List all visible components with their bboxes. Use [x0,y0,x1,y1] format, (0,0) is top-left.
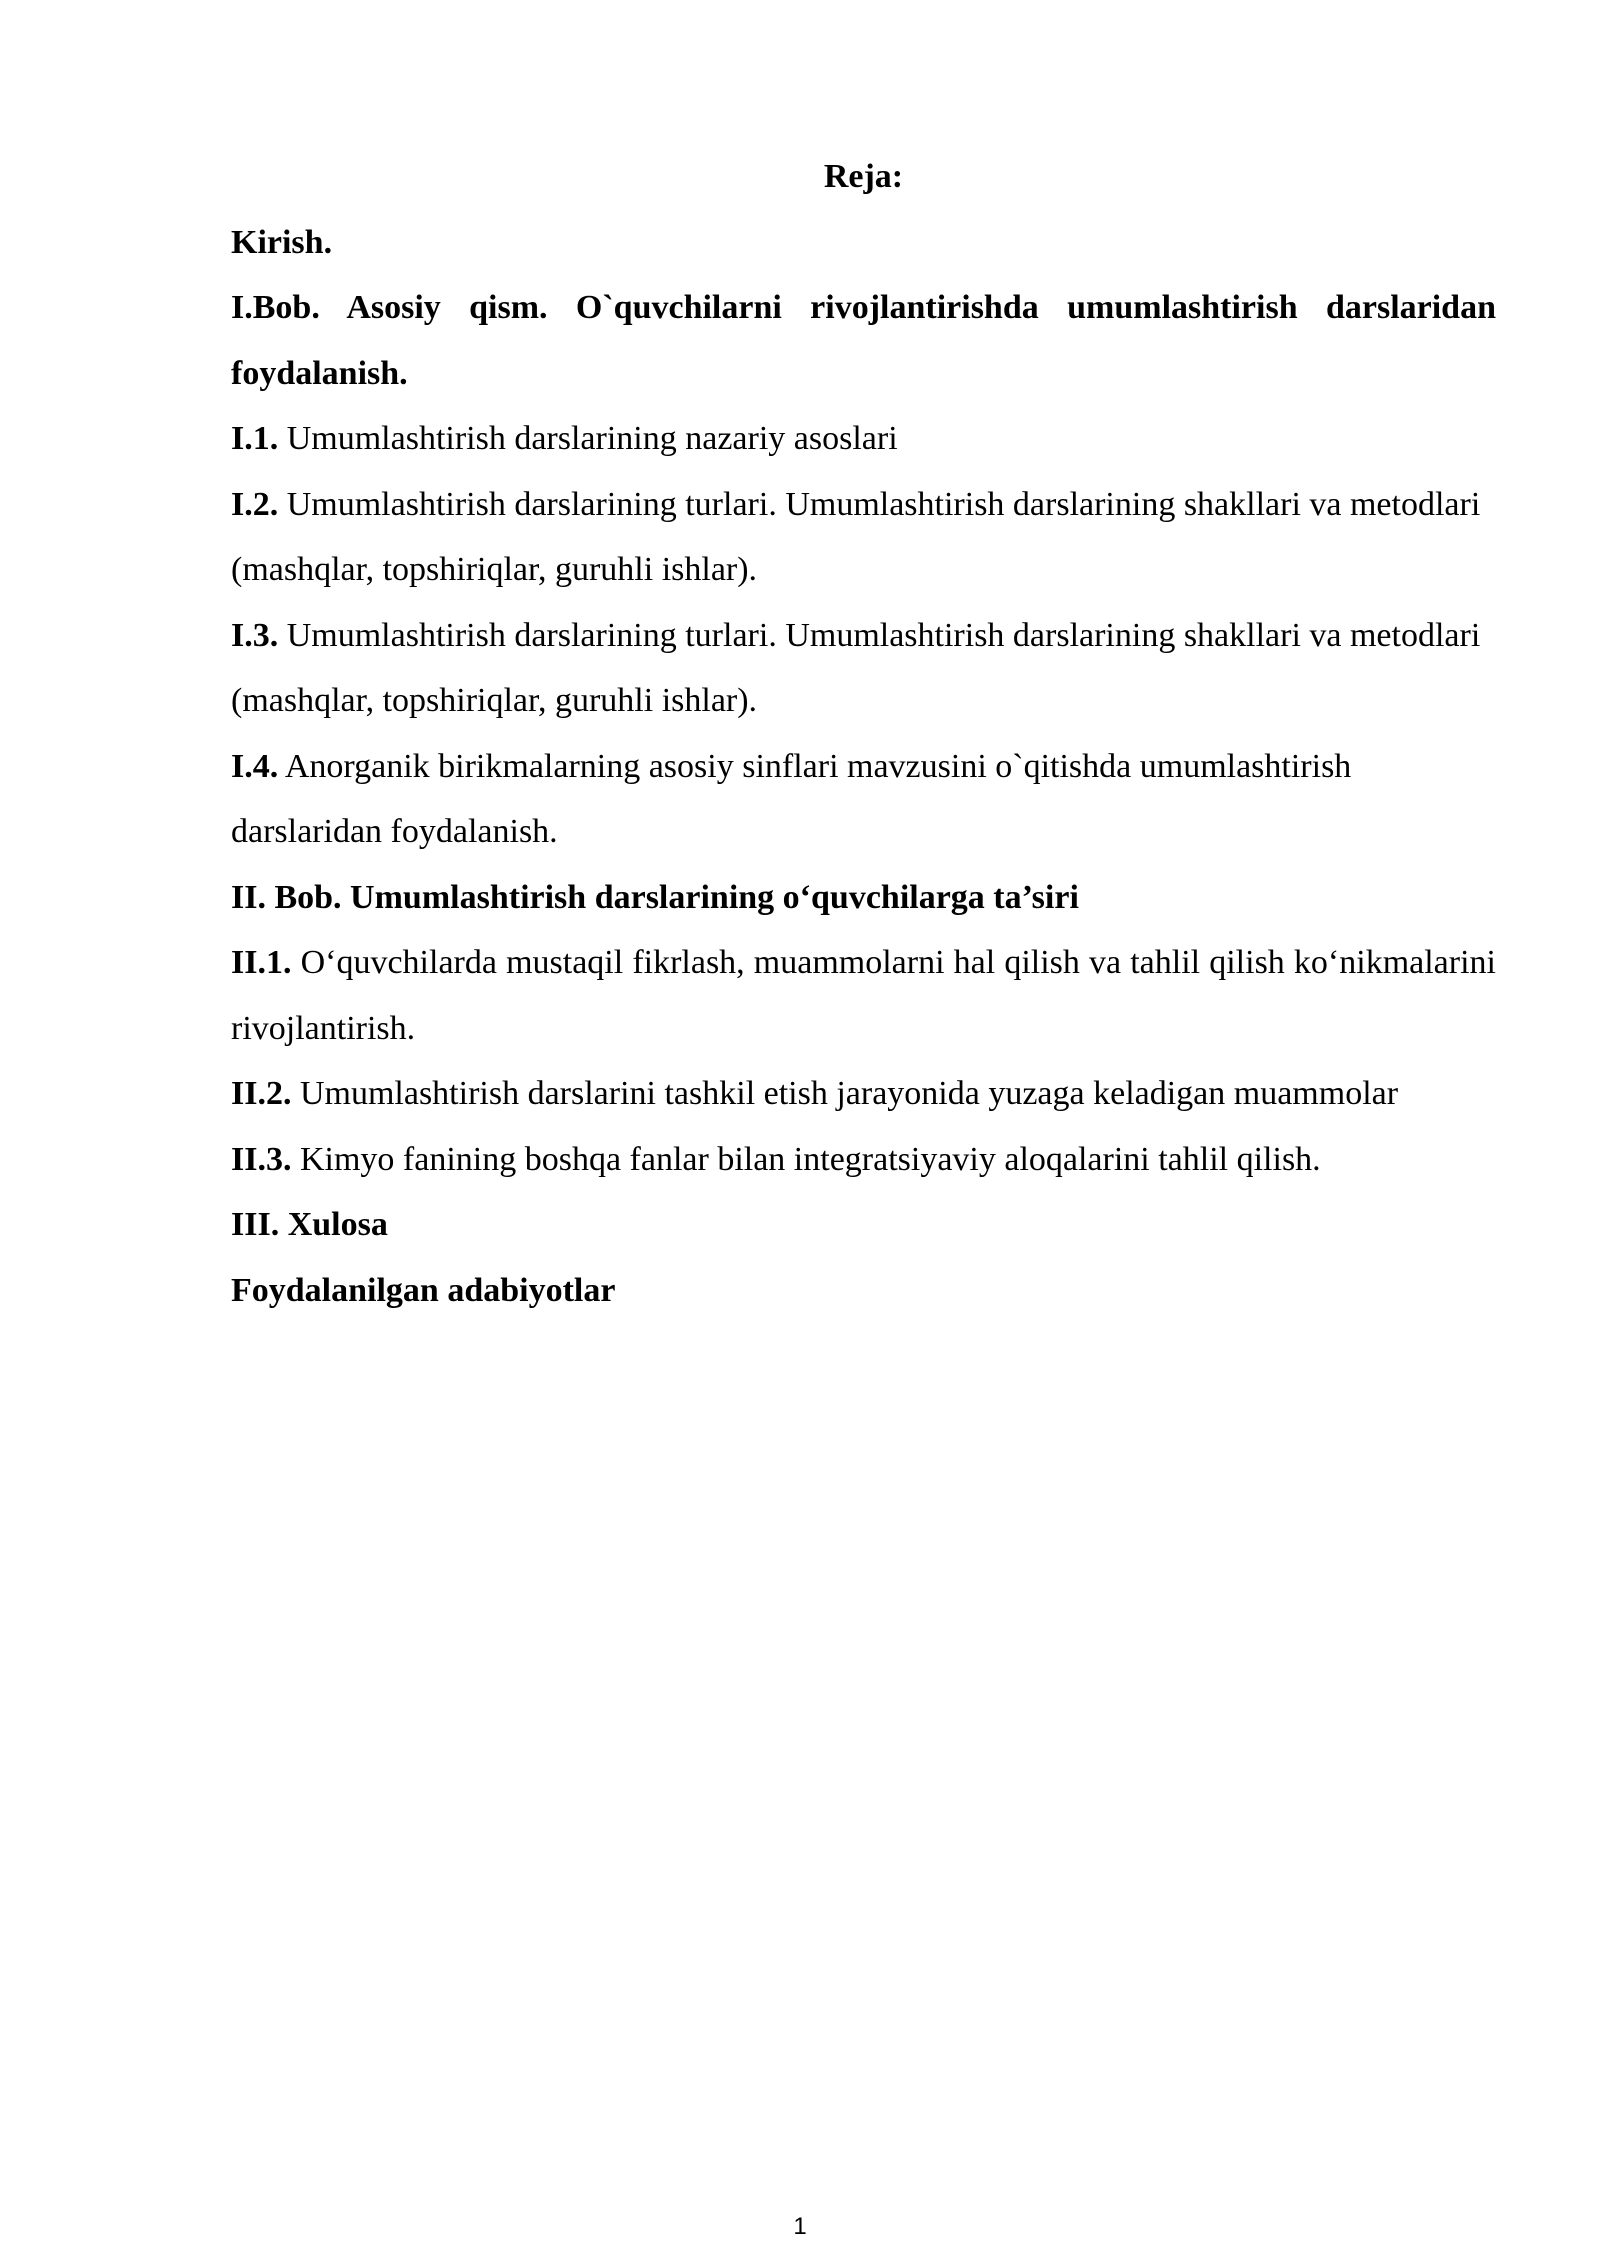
toc-item-number: I.Bob. [231,289,320,326]
toc-item-section-1-3 [231,603,1496,734]
toc-item-number: I.3. [231,616,279,654]
page-number: 1 [793,2213,807,2240]
toc-item-text: Foydalanilgan adabiyotlar [231,1271,616,1309]
toc-item-number: I.4. [231,747,279,785]
toc-item-chapter-1 [231,275,1496,406]
toc-item-text: O‘quvchilarda mustaqil fikrlash, muammolarni hal qilish va tahlil qilish ko‘nikmalarini rivojlantirish. [231,944,1496,1047]
toc-item-number: II.1. [231,944,292,981]
toc-item-section-2-2 [231,1061,1496,1127]
toc-item-chapter-2 [231,865,1496,931]
toc-item-text: Asosiy qism. O`quvchilarni rivojlantirishda umumlashtirish darslaridan foydalanish. [231,289,1496,392]
toc-item-chapter-3 [231,1192,1496,1258]
toc-item-section-1-2 [231,472,1496,603]
toc-item-text: Umumlashtirish darslarining turlari. Umumlashtirish darslarining shakllari va metodlari (mashqlar, topshiriqlar, guruhli ishlar). [231,616,1481,719]
toc-item-number: I.1. [231,420,279,457]
toc-item-section-1-4 [231,734,1496,865]
toc-item-references [231,1258,1496,1324]
table-of-contents [231,144,1496,1323]
toc-item-section-1-1 [231,406,1496,472]
toc-item-number: II.3. [231,1140,292,1178]
toc-item-number: III. [231,1206,280,1243]
toc-item-text: Kirish. [231,223,333,261]
page-title: Reja: [823,158,904,195]
toc-item-text: Kimyo fanining boshqa fanlar bilan integratsiyaviy aloqalarini tahlil qilish. [299,1140,1321,1178]
toc-item-section-2-1 [231,930,1496,1061]
toc-item-number: II.2. [231,1075,292,1112]
toc-item-section-2-3 [231,1127,1496,1193]
toc-item-intro [231,210,1496,276]
toc-item-number: II. [231,878,266,916]
toc-item-text: Umumlashtirish darslarining turlari. Umumlashtirish darslarining shakllari va metodlari (mashqlar, topshiriqlar, guruhli ishlar). [231,485,1481,588]
toc-item-text: Xulosa [287,1206,388,1243]
toc-item-text: Bob. Umumlashtirish darslarining o‘quvchilarga ta’siri [274,878,1079,916]
toc-item-number: I.2. [231,485,279,523]
toc-item-text: Anorganik birikmalarning asosiy sinflari mavzusini o`qitishda umumlashtirish darslaridan foydalanish. [231,747,1352,850]
toc-item-text: Umumlashtirish darslarini tashkil etish jarayonida yuzaga keladigan muammolar [299,1075,1399,1112]
toc-item-text: Umumlashtirish darslarining nazariy asoslari [286,420,898,457]
